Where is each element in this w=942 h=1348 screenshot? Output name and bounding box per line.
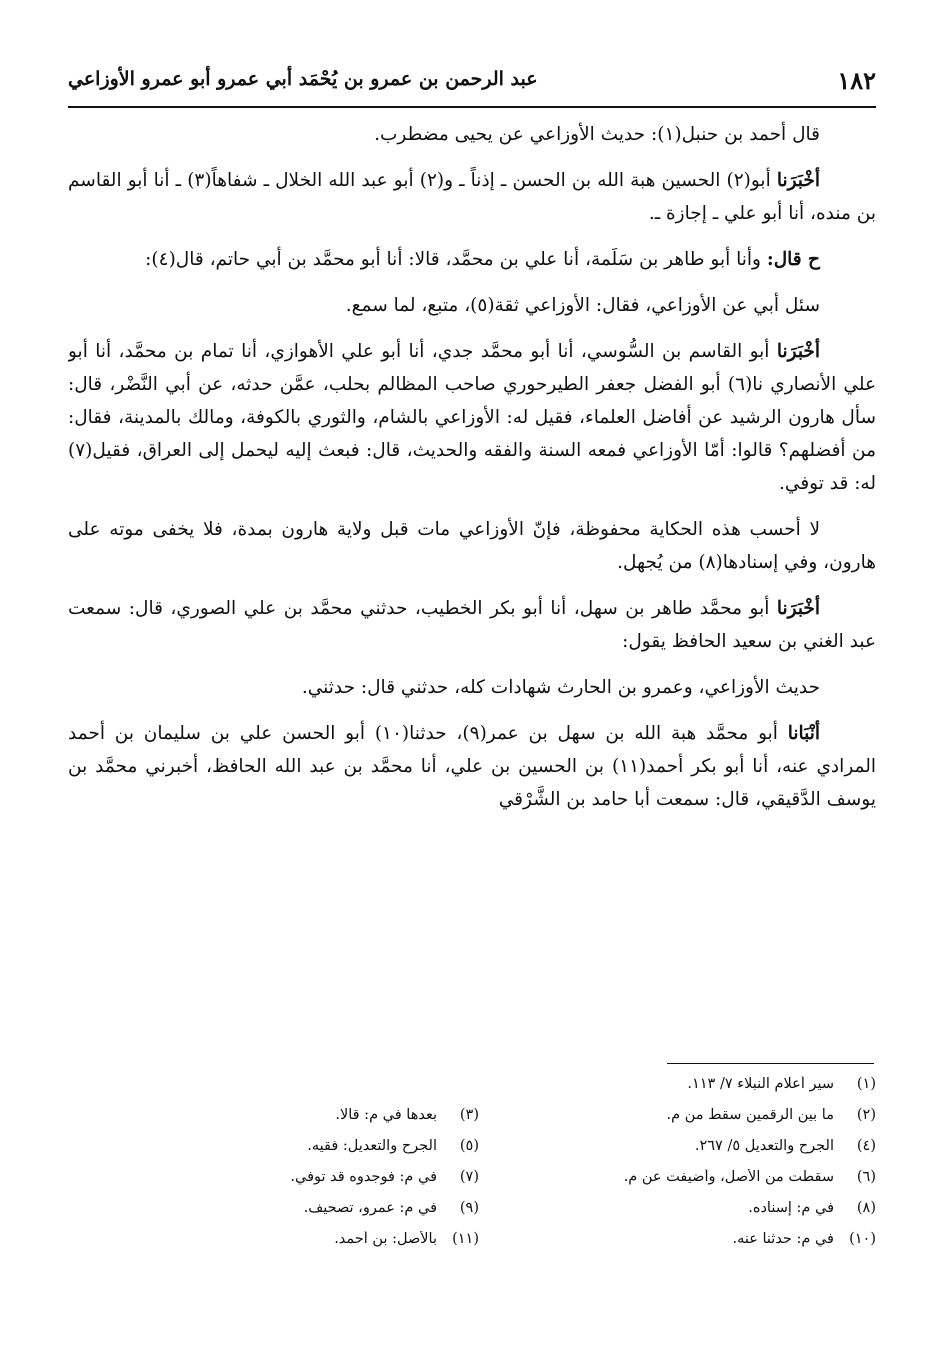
page-number: ١٨٢ <box>837 66 876 95</box>
footnote-number: (٣) <box>459 1107 479 1123</box>
footnote-number: (٧) <box>459 1169 479 1185</box>
footnote <box>100 1138 479 1169</box>
footnote <box>100 1076 479 1107</box>
paragraph <box>68 717 876 816</box>
footnote-number: (١٠) <box>849 1231 876 1247</box>
footnote-text: سير أعلام النبلاء ٧/ ١١٣. <box>687 1076 834 1092</box>
paragraph <box>68 335 876 500</box>
paragraph-text: أبو محمَّد طاهر بن سهل، أنا أبو بكر الخطيب، حدثني محمَّد بن علي الصوري، قال: سمعت عبد الغني بن سعيد الحافظ يقول: <box>68 598 876 652</box>
footnote-number: (١) <box>856 1076 876 1092</box>
footnote-text: ما بين الرقمين سقط من م. <box>666 1107 834 1123</box>
paragraph-text: حديث الأوزاعي، وعمرو بن الحارث شهادات كله، حدثني قال: حدثني. <box>301 677 820 698</box>
paragraph <box>68 243 876 276</box>
footnote-number: (٨) <box>856 1200 876 1216</box>
paragraph-text: أبو محمَّد هبة الله بن سهل بن عمر(٩)، حدثنا(١٠) أبو الحسن علي بن سليمان بن أحمد المرادي عنه، أنا أبو بكر أحمد(١١) بن الحسين بن علي، أنا محمَّد بن عبد الله الحافظ، أخبرني محمَّد بن يوسف الدَّقيقي، قال: سمعت أبا حامد بن الشَّرْقي <box>68 723 876 810</box>
page-header <box>68 58 876 108</box>
footnote-number: (١١) <box>452 1231 479 1247</box>
paragraph-text: وأنا أبو طاهر بن سَلَمة، أنا علي بن محمَّد، قالا: أنا أبو محمَّد بن أبي حاتم، قال(٤): <box>145 249 767 270</box>
footnotes <box>100 1076 876 1262</box>
main-text <box>68 118 876 1060</box>
footnote <box>100 1200 479 1231</box>
paragraph <box>68 164 876 230</box>
footnote-divider <box>667 1063 874 1064</box>
paragraph <box>68 671 876 704</box>
footnote-text: الجرح والتعديل: فقيه. <box>307 1138 437 1154</box>
footnote-number: (٥) <box>459 1138 479 1154</box>
footnote <box>497 1231 876 1262</box>
paragraph-text: لا أحسب هذه الحكاية محفوظة، فإنّ الأوزاعي مات قبل ولاية هارون بمدة، فلا يخفى موته على هارون، وفي إسنادها(٨) من يُجهل. <box>68 519 876 573</box>
footnote-text: في م: إسناده. <box>748 1200 834 1216</box>
paragraph-lead: أخْبَرَنا <box>776 170 820 191</box>
paragraph-text: أبو القاسم بن السُّوسي، أنا أبو محمَّد جدي، أنا أبو علي الأهوازي، أنا تمام بن محمَّد، أنا أبو علي الأنصاري نا(٦) أبو الفضل جعفر الطيرحوري صاحب المظالم بحلب، عمَّن حدثه، عن أبي النَّضْر، قال: سأل هارون الرشيد عن أفاضل العلماء، فقيل له: الأوزاعي بالشام، والثوري بالكوفة، ومالك بالمدينة، فقال: من أفضلهم؟ قالوا: أمّا الأوزاعي فمعه السنة والفقه والحديث، قال: فبعث إليه ليحمل إلى العراق، فقيل(٧) له: قد توفي. <box>68 341 876 494</box>
paragraph-lead: أخْبَرَنا <box>776 598 820 619</box>
footnote <box>100 1169 479 1200</box>
paragraph-text: أبو(٢) الحسين هبة الله بن الحسن ـ إذناً ـ و(٢) أبو عبد الله الخلال ـ شفاهاً(٣) ـ أنا أبو القاسم بن منده، أنا أبو علي ـ إجازة ـ. <box>68 170 876 224</box>
paragraph <box>68 513 876 579</box>
paragraph-text: سئل أبي عن الأوزاعي، فقال: الأوزاعي ثقة(٥)، متبع، لما سمع. <box>345 295 820 316</box>
footnote <box>497 1107 876 1138</box>
paragraph <box>68 118 876 151</box>
paragraph <box>68 592 876 658</box>
paragraph-lead: ح قال: <box>766 249 820 270</box>
footnote <box>497 1138 876 1169</box>
footnote-number: (٦) <box>856 1169 876 1185</box>
paragraph <box>68 289 876 322</box>
footnote-text: سقطت من الأصل، وأضيفت عن م. <box>623 1169 834 1185</box>
footnote-number: (٢) <box>856 1107 876 1123</box>
paragraph-text: قال أحمد بن حنبل(١): حديث الأوزاعي عن يحيى مضطرب. <box>374 124 820 145</box>
footnote <box>497 1200 876 1231</box>
footnote <box>100 1107 479 1138</box>
footnote-number: (٩) <box>459 1200 479 1216</box>
footnote-text: في م: حدثنا عنه. <box>732 1231 834 1247</box>
footnote-text: بالأصل: بن أحمد. <box>334 1231 437 1247</box>
running-title: عبد الرحمن بن عمرو بن يُحْمَد أبي عمرو أبو عمرو الأوزاعي <box>68 68 538 90</box>
paragraph-lead: أخْبَرَنا <box>776 341 820 362</box>
footnote-number: (٤) <box>856 1138 876 1154</box>
footnote-text: بعدها في م: قالا. <box>335 1107 437 1123</box>
footnote <box>100 1231 479 1262</box>
paragraph-lead: أنْبَانا <box>787 723 820 744</box>
footnote <box>497 1076 876 1107</box>
footnote-text: الجرح والتعديل ٥/ ٢٦٧. <box>694 1138 834 1154</box>
footnote-text: في م: فوجدوه قد توفي. <box>290 1169 437 1185</box>
footnote <box>497 1169 876 1200</box>
footnote-text: في م: عمرو، تصحيف. <box>303 1200 437 1216</box>
